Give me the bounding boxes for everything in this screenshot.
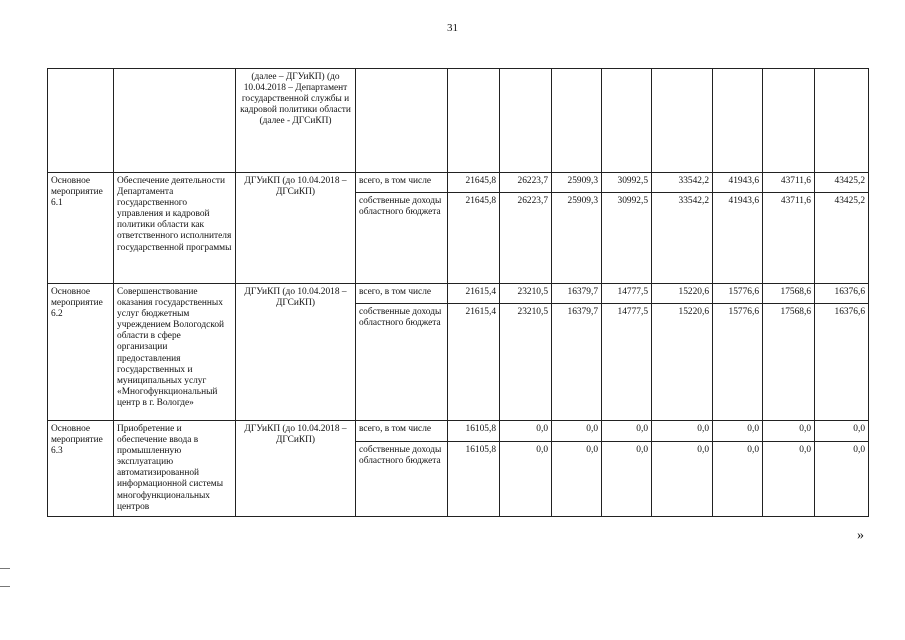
- measure-name: Обеспечение деятельности Департамента государственного управления и кадровой политики области как ответственного исполнителя государственной программы: [114, 173, 236, 284]
- value-cell: 33542,2: [652, 193, 713, 284]
- value-cell: 0,0: [500, 421, 552, 442]
- value-cell: 0,0: [500, 441, 552, 516]
- measure-code: Основное мероприятие 6.2: [48, 284, 114, 421]
- value-cell: 43425,2: [815, 193, 869, 284]
- value-cell: 30992,5: [602, 193, 652, 284]
- value-cell: 21645,8: [448, 173, 500, 193]
- funding-type: собственные доходы областного бюджета: [356, 304, 448, 421]
- value-cell: 16105,8: [448, 441, 500, 516]
- funding-type: собственные доходы областного бюджета: [356, 441, 448, 516]
- value-cell: 26223,7: [500, 173, 552, 193]
- value-cell: 16379,7: [552, 304, 602, 421]
- responsible-cell: ДГУиКП (до 10.04.2018 – ДГСиКП): [236, 421, 356, 517]
- value-cell: 21645,8: [448, 193, 500, 284]
- value-cell: 0,0: [652, 441, 713, 516]
- value-cell: 15220,6: [652, 284, 713, 304]
- value-cell: 33542,2: [652, 173, 713, 193]
- value-cell: 23210,5: [500, 304, 552, 421]
- responsible-cell: ДГУиКП (до 10.04.2018 – ДГСиКП): [236, 173, 356, 284]
- value-cell: 0,0: [815, 441, 869, 516]
- table-row: [48, 173, 869, 193]
- value-cell: 41943,6: [713, 173, 763, 193]
- value-cell: 17568,6: [763, 304, 815, 421]
- funding-type: собственные доходы областного бюджета: [356, 193, 448, 284]
- value-cell: 0,0: [602, 421, 652, 442]
- value-cell: 23210,5: [500, 284, 552, 304]
- value-cell: 15220,6: [652, 304, 713, 421]
- value-cell: 14777,5: [602, 284, 652, 304]
- value-cell: 16379,7: [552, 284, 602, 304]
- table-row: [48, 69, 869, 173]
- value-cell: 43711,6: [763, 173, 815, 193]
- table-row: [48, 421, 869, 442]
- value-cell: 16105,8: [448, 421, 500, 442]
- funding-type: всего, в том числе: [356, 421, 448, 442]
- value-cell: 25909,3: [552, 193, 602, 284]
- value-cell: 0,0: [602, 441, 652, 516]
- value-cell: 0,0: [763, 421, 815, 442]
- measure-code: Основное мероприятие 6.1: [48, 173, 114, 284]
- value-cell: 17568,6: [763, 284, 815, 304]
- funding-type: всего, в том числе: [356, 284, 448, 304]
- value-cell: 15776,6: [713, 304, 763, 421]
- table-row: [48, 284, 869, 304]
- responsible-cell: ДГУиКП (до 10.04.2018 – ДГСиКП): [236, 284, 356, 421]
- value-cell: 43425,2: [815, 173, 869, 193]
- value-cell: 21615,4: [448, 304, 500, 421]
- continuation-mark: »: [857, 528, 864, 543]
- scan-edge-mark: [0, 586, 10, 587]
- value-cell: 14777,5: [602, 304, 652, 421]
- value-cell: 26223,7: [500, 193, 552, 284]
- value-cell: 0,0: [652, 421, 713, 442]
- value-cell: 0,0: [552, 441, 602, 516]
- value-cell: 16376,6: [815, 304, 869, 421]
- value-cell: 0,0: [552, 421, 602, 442]
- value-cell: 0,0: [815, 421, 869, 442]
- page-number: 31: [447, 22, 458, 34]
- measure-name: Совершенствование оказания государственных услуг бюджетным учреждением Вологодской области в сфере организации предоставления государственных и муниципальных услуг «Многофункциональный центр в г. Вологде»: [114, 284, 236, 421]
- value-cell: 41943,6: [713, 193, 763, 284]
- measure-code: Основное мероприятие 6.3: [48, 421, 114, 517]
- value-cell: 21615,4: [448, 284, 500, 304]
- value-cell: 0,0: [713, 441, 763, 516]
- value-cell: 25909,3: [552, 173, 602, 193]
- responsible-cell: (далее – ДГУиКП) (до 10.04.2018 – Департамент государственной службы и кадровой политики области (далее - ДГСиКП): [236, 69, 356, 173]
- value-cell: 43711,6: [763, 193, 815, 284]
- budget-table: [47, 68, 869, 517]
- value-cell: 30992,5: [602, 173, 652, 193]
- value-cell: 15776,6: [713, 284, 763, 304]
- value-cell: 0,0: [713, 421, 763, 442]
- funding-type: всего, в том числе: [356, 173, 448, 193]
- measure-name: Приобретение и обеспечение ввода в промышленную эксплуатацию автоматизированной информационной системы многофункциональных центров: [114, 421, 236, 517]
- value-cell: 0,0: [763, 441, 815, 516]
- value-cell: 16376,6: [815, 284, 869, 304]
- scan-edge-mark: [0, 568, 10, 569]
